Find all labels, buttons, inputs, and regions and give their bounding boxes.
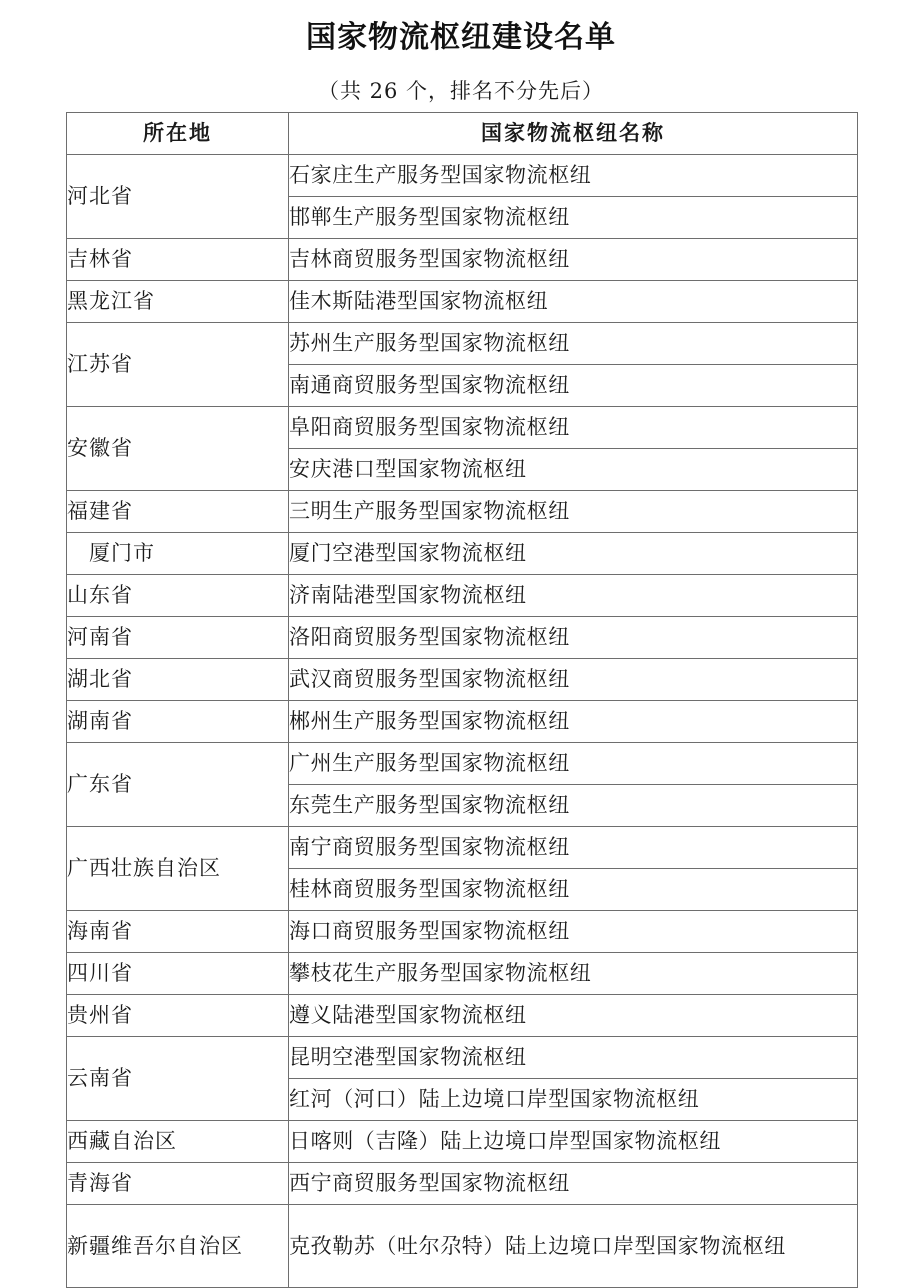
hub-name-cell: 克孜勒苏（吐尔尕特）陆上边境口岸型国家物流枢纽	[289, 1205, 858, 1288]
page-subtitle: （共 26 个，排名不分先后）	[317, 79, 605, 103]
region-cell: 贵州省	[67, 995, 289, 1037]
table-row	[67, 239, 858, 281]
table-row	[67, 701, 858, 743]
region-cell: 河北省	[67, 155, 289, 239]
hub-name-cell: 南通商贸服务型国家物流枢纽	[289, 365, 858, 407]
hub-name-cell: 攀枝花生产服务型国家物流枢纽	[289, 953, 858, 995]
hub-list-table-container	[66, 112, 857, 1288]
region-cell: 福建省	[67, 491, 289, 533]
hub-name-cell: 遵义陆港型国家物流枢纽	[289, 995, 858, 1037]
hub-name-cell: 苏州生产服务型国家物流枢纽	[289, 323, 858, 365]
hub-name-cell: 阜阳商贸服务型国家物流枢纽	[289, 407, 858, 449]
hub-name-cell: 三明生产服务型国家物流枢纽	[289, 491, 858, 533]
table-row	[67, 743, 858, 785]
region-cell: 厦门市	[67, 533, 289, 575]
region-cell: 湖北省	[67, 659, 289, 701]
hub-name-cell: 洛阳商贸服务型国家物流枢纽	[289, 617, 858, 659]
region-cell: 新疆维吾尔自治区	[67, 1205, 289, 1288]
region-cell: 湖南省	[67, 701, 289, 743]
table-row	[67, 1037, 858, 1079]
region-cell: 西藏自治区	[67, 1121, 289, 1163]
hub-name-cell: 郴州生产服务型国家物流枢纽	[289, 701, 858, 743]
hub-name-cell: 安庆港口型国家物流枢纽	[289, 449, 858, 491]
hub-name-cell: 佳木斯陆港型国家物流枢纽	[289, 281, 858, 323]
hub-name-cell: 日喀则（吉隆）陆上边境口岸型国家物流枢纽	[289, 1121, 858, 1163]
table-row	[67, 533, 858, 575]
table-row	[67, 491, 858, 533]
table-row	[67, 323, 858, 365]
table-row	[67, 827, 858, 869]
column-header-hub-name: 国家物流枢纽名称	[289, 113, 858, 155]
hub-name-cell: 西宁商贸服务型国家物流枢纽	[289, 1163, 858, 1205]
table-header-row	[67, 113, 858, 155]
column-header-region: 所在地	[67, 113, 289, 155]
hub-name-cell: 南宁商贸服务型国家物流枢纽	[289, 827, 858, 869]
table-row	[67, 995, 858, 1037]
hub-name-cell: 红河（河口）陆上边境口岸型国家物流枢纽	[289, 1079, 858, 1121]
hub-list-table	[66, 112, 858, 1288]
hub-name-cell: 武汉商贸服务型国家物流枢纽	[289, 659, 858, 701]
region-cell: 江苏省	[67, 323, 289, 407]
region-cell: 河南省	[67, 617, 289, 659]
hub-name-cell: 邯郸生产服务型国家物流枢纽	[289, 197, 858, 239]
table-header	[67, 113, 858, 155]
table-body	[67, 155, 858, 1288]
hub-name-cell: 广州生产服务型国家物流枢纽	[289, 743, 858, 785]
region-cell: 广西壮族自治区	[67, 827, 289, 911]
region-cell: 青海省	[67, 1163, 289, 1205]
hub-name-cell: 海口商贸服务型国家物流枢纽	[289, 911, 858, 953]
region-cell: 云南省	[67, 1037, 289, 1121]
region-cell: 黑龙江省	[67, 281, 289, 323]
region-cell: 山东省	[67, 575, 289, 617]
hub-name-cell: 石家庄生产服务型国家物流枢纽	[289, 155, 858, 197]
table-row	[67, 1121, 858, 1163]
table-row	[67, 617, 858, 659]
table-row	[67, 407, 858, 449]
region-cell: 吉林省	[67, 239, 289, 281]
table-row	[67, 953, 858, 995]
hub-name-cell: 东莞生产服务型国家物流枢纽	[289, 785, 858, 827]
hub-name-cell: 厦门空港型国家物流枢纽	[289, 533, 858, 575]
region-cell: 四川省	[67, 953, 289, 995]
hub-name-cell: 济南陆港型国家物流枢纽	[289, 575, 858, 617]
hub-name-cell: 吉林商贸服务型国家物流枢纽	[289, 239, 858, 281]
table-row	[67, 1163, 858, 1205]
region-cell: 广东省	[67, 743, 289, 827]
region-cell: 安徽省	[67, 407, 289, 491]
page-title: 国家物流枢纽建设名单	[306, 20, 616, 55]
hub-name-cell: 桂林商贸服务型国家物流枢纽	[289, 869, 858, 911]
region-cell: 海南省	[67, 911, 289, 953]
table-row	[67, 659, 858, 701]
table-row	[67, 575, 858, 617]
hub-name-cell: 昆明空港型国家物流枢纽	[289, 1037, 858, 1079]
table-row	[67, 155, 858, 197]
table-row	[67, 911, 858, 953]
table-row	[67, 281, 858, 323]
table-row	[67, 1205, 858, 1288]
